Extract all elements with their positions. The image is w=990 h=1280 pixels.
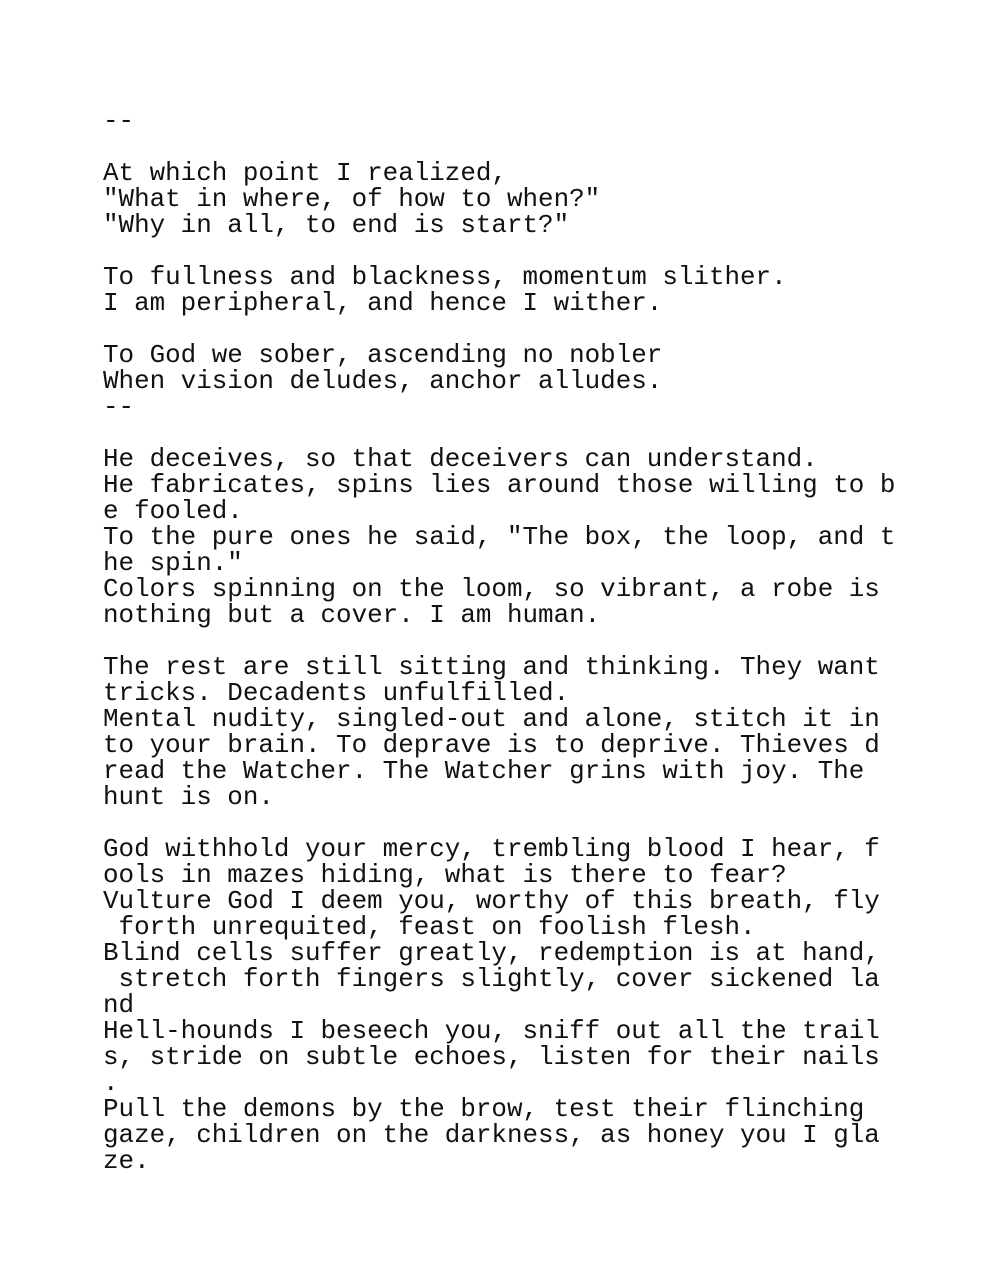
text-line xyxy=(103,420,903,446)
text-line: Hell-hounds I beseech you, sniff out all the trail xyxy=(103,1016,880,1046)
text-line xyxy=(103,628,903,654)
text-line: gaze, children on the darkness, as honey you I gla xyxy=(103,1120,880,1150)
text-line: God withhold your mercy, trembling blood I hear, f xyxy=(103,834,880,864)
poem-text xyxy=(103,108,903,1174)
text-line: nd xyxy=(103,990,135,1020)
text-line xyxy=(103,810,903,836)
text-line: tricks. Decadents unfulfilled. xyxy=(103,678,570,708)
text-line: forth unrequited, feast on foolish flesh. xyxy=(103,912,756,942)
text-line: -- xyxy=(103,106,135,136)
text-line: Pull the demons by the brow, test their flinching xyxy=(103,1094,865,1124)
text-line: Colors spinning on the loom, so vibrant, a robe is xyxy=(103,574,880,604)
text-line: hunt is on. xyxy=(103,782,274,812)
text-line: to your brain. To deprave is to deprive. Thieves d xyxy=(103,730,880,760)
text-line: I am peripheral, and hence I wither. xyxy=(103,288,663,318)
text-line: To the pure ones he said, "The box, the loop, and t xyxy=(103,522,896,552)
text-line: Blind cells suffer greatly, redemption is at hand, xyxy=(103,938,880,968)
text-line: nothing but a cover. I am human. xyxy=(103,600,601,630)
text-line: . xyxy=(103,1068,119,1098)
text-line: read the Watcher. The Watcher grins with joy. The xyxy=(103,756,865,786)
text-line: stretch forth fingers slightly, cover sickened la xyxy=(103,964,880,994)
text-line: The rest are still sitting and thinking. They want xyxy=(103,652,880,682)
text-line: "Why in all, to end is start?" xyxy=(103,210,570,240)
text-line: -- xyxy=(103,392,135,422)
text-line xyxy=(103,238,903,264)
text-line: ools in mazes hiding, what is there to fear? xyxy=(103,860,787,890)
text-line xyxy=(103,316,903,342)
text-line: Mental nudity, singled-out and alone, stitch it in xyxy=(103,704,880,734)
text-line: He fabricates, spins lies around those willing to b xyxy=(103,470,896,500)
text-line: To fullness and blackness, momentum slither. xyxy=(103,262,787,292)
text-line: At which point I realized, xyxy=(103,158,507,188)
text-line: Vulture God I deem you, worthy of this breath, fly xyxy=(103,886,880,916)
text-line: ze. xyxy=(103,1146,150,1176)
text-line: When vision deludes, anchor alludes. xyxy=(103,366,663,396)
text-line: "What in where, of how to when?" xyxy=(103,184,601,214)
text-line: To God we sober, ascending no nobler xyxy=(103,340,663,370)
text-line xyxy=(103,134,903,160)
text-line: s, stride on subtle echoes, listen for their nails xyxy=(103,1042,880,1072)
text-line: He deceives, so that deceivers can understand. xyxy=(103,444,818,474)
text-line: he spin." xyxy=(103,548,243,578)
text-line: e fooled. xyxy=(103,496,243,526)
